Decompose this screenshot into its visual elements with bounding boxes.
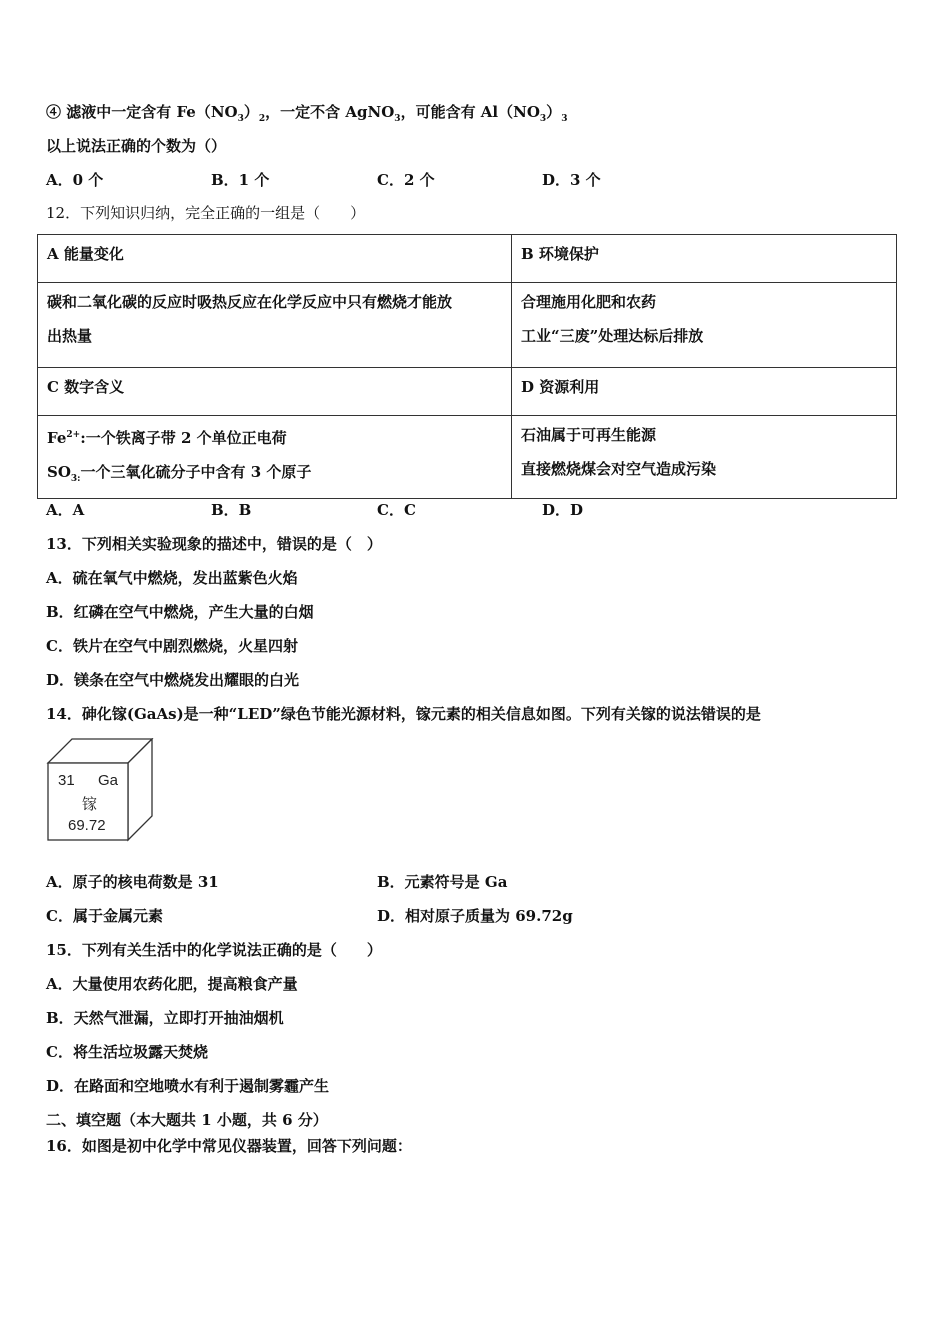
c-line-2: $SO_{3:}$一个三氧化硫分子中含有 3 个原子 [47, 463, 312, 484]
q12-option-b: B．B [211, 501, 252, 519]
table-cell-c-head: C 数字含义 [38, 368, 512, 416]
q15-option-a: A．大量使用农药化肥，提高粮食产量 [46, 975, 298, 993]
q13-option-d: D．镁条在空气中燃烧发出耀眼的白光 [46, 671, 300, 689]
d-line-1: 石油属于可再生能源 [521, 426, 657, 444]
table-cell-a-head: A 能量变化 [38, 235, 512, 283]
q12-stem: 12．下列知识归纳，完全正确的一组是（ ） [46, 204, 366, 222]
q13-stem: 13．下列相关实验现象的描述中，错误的是（ ） [46, 535, 382, 553]
q11-count-line: 以上说法正确的个数为（） [46, 137, 227, 155]
gallium-element-cell [46, 738, 154, 842]
element-atomic-mass: 69.72 [68, 817, 106, 834]
q12-option-a: A．A [46, 501, 85, 519]
q14-option-d: D．相对原子质量为 69.72g [377, 907, 573, 925]
q11-option-d: D．3 个 [542, 171, 601, 189]
table-cell-d-body [512, 416, 897, 499]
q12-knowledge-table [37, 234, 897, 499]
q13-option-c: C．铁片在空气中剧烈燃烧，火星四射 [46, 637, 298, 655]
q15-stem: 15．下列有关生活中的化学说法正确的是（ ） [46, 941, 382, 959]
a-line-2: 出热量 [47, 327, 93, 345]
element-atomic-number: 31 [58, 772, 75, 789]
element-symbol: Ga [98, 772, 119, 789]
q14-option-a: A．原子的核电荷数是 31 [46, 873, 219, 891]
table-cell-a-body [38, 283, 512, 368]
q11-option-a: A．0 个 [46, 171, 104, 189]
a-line-1: 碳和二氧化碳的反应时吸热反应在化学反应中只有燃烧才能放 [47, 293, 453, 311]
section2-heading: 二、填空题（本大题共 1 小题，共 6 分） [46, 1111, 328, 1129]
q12-option-c: C．C [377, 501, 416, 519]
table-cell-b-body [512, 283, 897, 368]
q14-option-c: C．属于金属元素 [46, 907, 163, 925]
q14-stem: 14．砷化镓(GaAs)是一种“LED”绿色节能光源材料，镓元素的相关信息如图。下列有关镓的说法错误的是 [46, 705, 761, 723]
q13-option-a: A．硫在氧气中燃烧，发出蓝紫色火焰 [46, 569, 298, 587]
q16-stem: 16．如图是初中化学中常见仪器装置，回答下列问题： [46, 1137, 412, 1155]
table-cell-c-body [38, 416, 512, 499]
q14-option-b: B．元素符号是 Ga [377, 873, 508, 891]
table-cell-b-head: B 环境保护 [512, 235, 897, 283]
q15-option-c: C．将生活垃圾露天焚烧 [46, 1043, 208, 1061]
q13-option-b: B．红磷在空气中燃烧，产生大量的白烟 [46, 603, 314, 621]
table-cell-d-head: D 资源利用 [512, 368, 897, 416]
d-line-2: 直接燃烧煤会对空气造成污染 [521, 460, 717, 478]
q15-option-d: D．在路面和空地喷水有利于遏制雾霾产生 [46, 1077, 330, 1095]
q15-option-b: B．天然气泄漏，立即打开抽油烟机 [46, 1009, 284, 1027]
b-line-2: 工业“三废”处理达标后排放 [521, 327, 704, 345]
q12-option-d: D．D [542, 501, 584, 519]
q11-option-c: C．2 个 [377, 171, 435, 189]
c-line-1: $Fe^{2+}$:一个铁离子带 2 个单位正电荷 [47, 429, 287, 447]
q11-item4: ④ 滤液中一定含有 $Fe(NO_3)_2$，一定不含 AgNO$_3$，可能含有 $Al(NO_3)_3$ [46, 103, 568, 124]
element-name: 镓 [82, 795, 98, 813]
b-line-1: 合理施用化肥和农药 [521, 293, 657, 311]
q11-option-b: B．1 个 [211, 171, 270, 189]
